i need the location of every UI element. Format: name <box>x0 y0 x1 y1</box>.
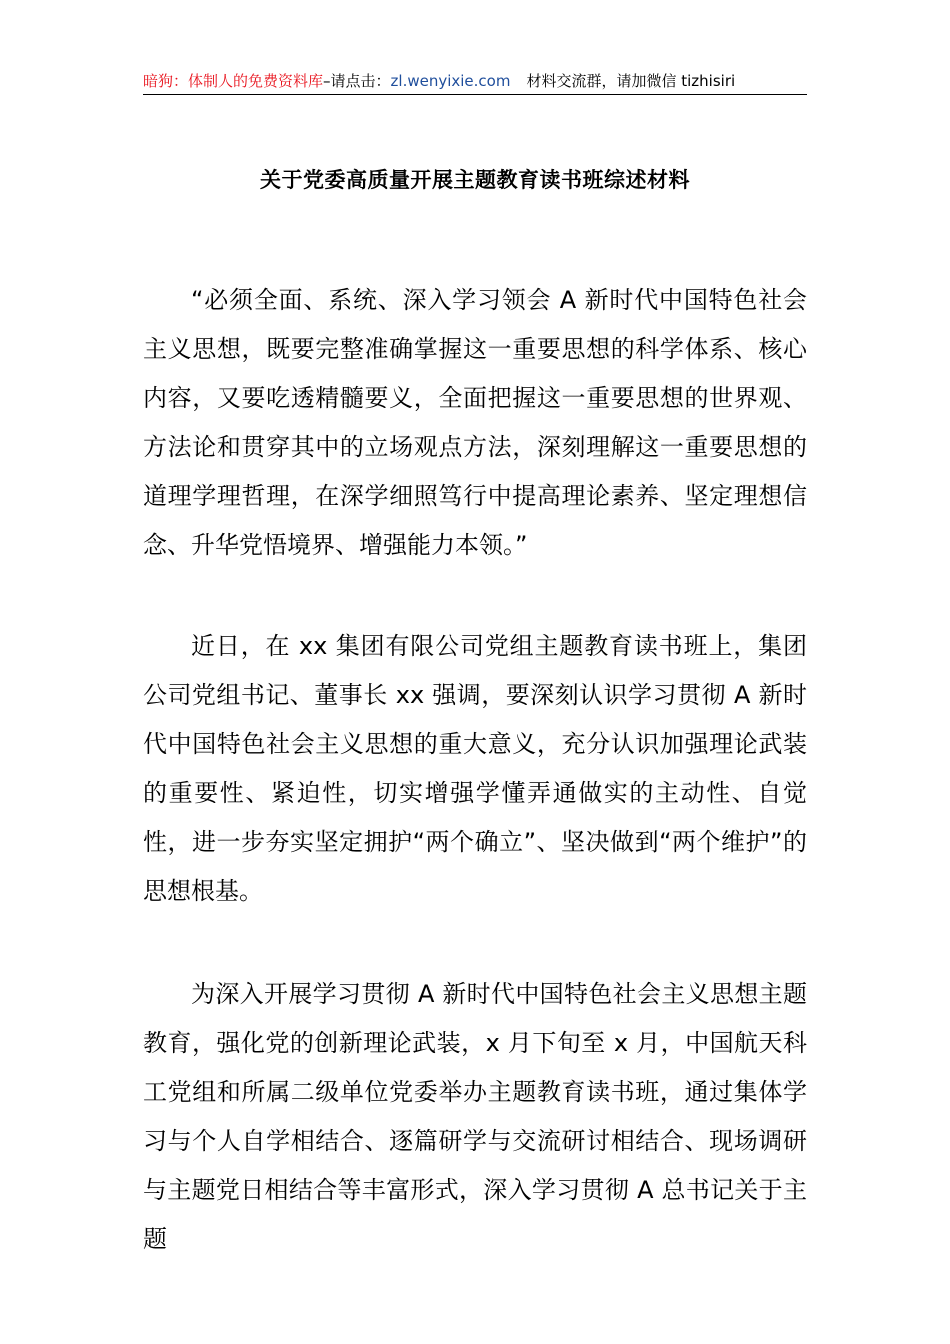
paragraph-quote: “必须全面、系统、深入学习领会 A 新时代中国特色社会主义思想，既要完整准确掌握这一重要思想的科学体系、核心内容，又要吃透精髓要义，全面把握这一重要思想的世界观、方法论和贯穿其中的立场观点方法，深刻理解这一重要思想的道理学理哲理，在深学细照笃行中提高理论素养、坚定理想信念、升华党悟境界、增强能力本领。” <box>143 286 807 559</box>
header-brand: 暗狗：体制人的免费资料库 <box>143 72 324 90</box>
header-prompt: –请点击： <box>323 72 391 90</box>
document-title: 关于党委高质量开展主题教育读书班综述材料 <box>260 168 690 192</box>
page-header <box>143 68 807 95</box>
header-contact: 材料交流群，请加微信 tizhisiri <box>526 72 736 90</box>
header-link[interactable]: zl.wenyixie.com <box>390 72 511 90</box>
paragraph-meeting: 近日，在 xx 集团有限公司党组主题教育读书班上，集团公司党组书记、董事长 xx 强调，要深刻认识学习贯彻 A 新时代中国特色社会主义思想的重大意义，充分认识加强理论武装的重要性、紧迫性，切实增强学懂弄通做实的主动性、自觉性，进一步夯实坚定拥护“两个确立”、坚决做到“两个维护”的思想根基。 <box>143 632 807 905</box>
paragraph-study-class: 为深入开展学习贯彻 A 新时代中国特色社会主义思想主题教育，强化党的创新理论武装，x 月下旬至 x 月，中国航天科工党组和所属二级单位党委举办主题教育读书班，通过集体学习与个人自学相结合、逐篇研学与交流研讨相结合、现场调研与主题党日相结合等丰富形式，深入学习贯彻 A 总书记关于主题 <box>143 980 807 1253</box>
